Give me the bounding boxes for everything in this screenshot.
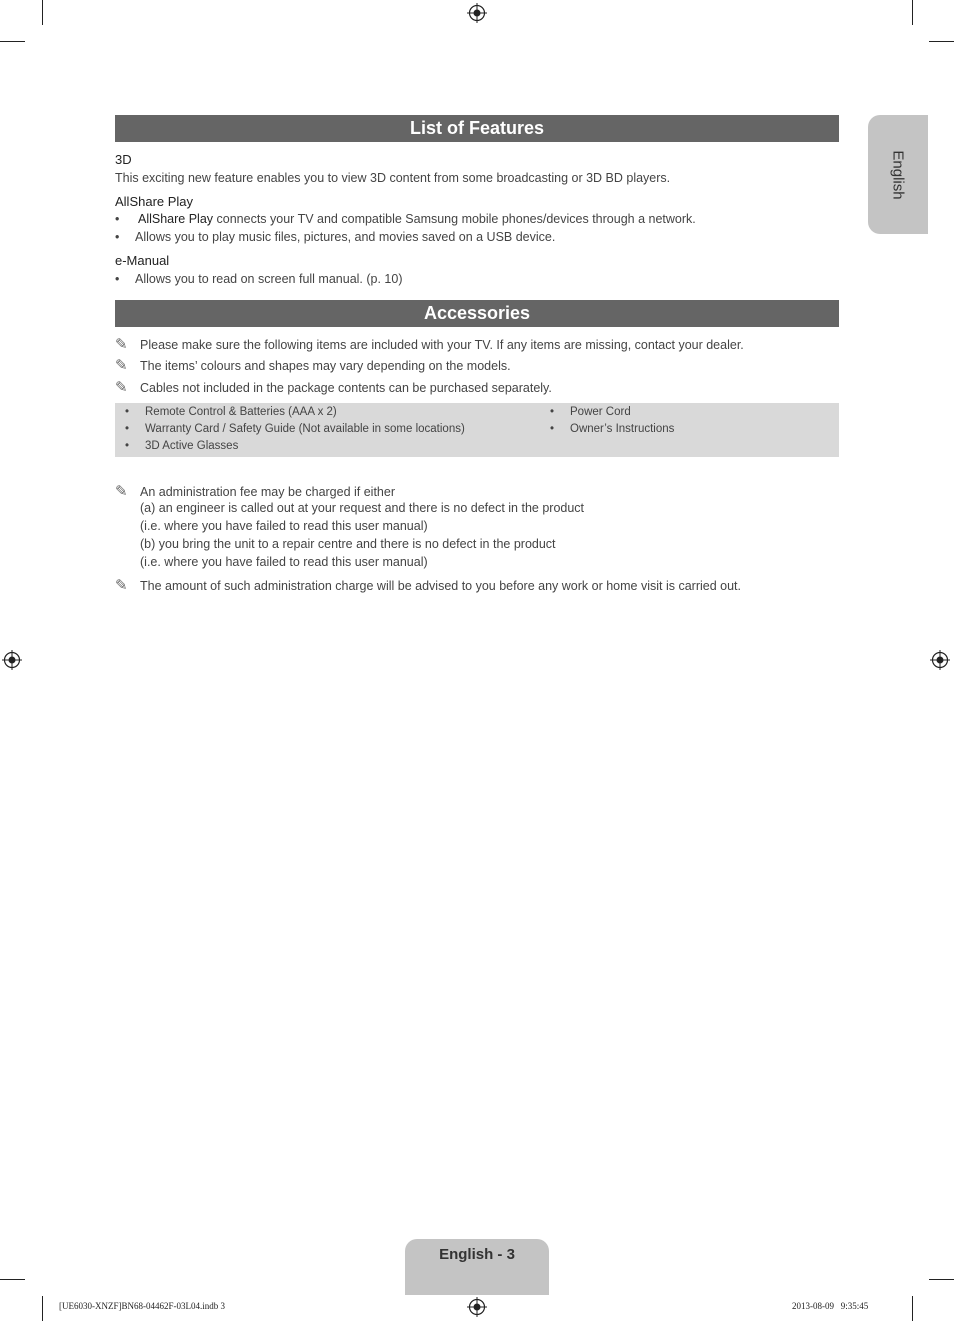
list-item: • Allows you to read on screen full manual. (p. 10) [115,272,403,286]
features-section-title: List of Features [115,115,839,142]
page-number-tab [405,1239,549,1295]
accessory-item: • Remote Control & Batteries (AAA x 2) [125,406,337,418]
note-text: The amount of such administration charge will be advised to you before any work or home visit is carried out. [140,579,741,593]
pencil-note-icon: ✎ [115,336,128,353]
note-line: (i.e. where you have failed to read this user manual) [140,519,428,533]
note-text: Cables not included in the package contents can be purchased separately. [140,381,552,395]
accessories-section-title: Accessories [115,300,839,327]
note-text: The items’ colours and shapes may vary depending on the models. [140,359,511,373]
page-number-label: English - 3 [439,1246,515,1263]
crop-mark [912,0,913,25]
feature-3d-heading: 3D [115,152,132,167]
note-item [115,576,741,594]
bullet-strong: AllShare Play [138,212,214,226]
registration-mark-icon [930,650,950,670]
note-item [115,356,511,374]
list-item: • Allows you to play music files, pictures, and movies saved on a USB device. [115,230,556,244]
note-item [115,378,552,396]
accessory-item: • Power Cord [550,406,631,418]
accessories-list-box [115,403,839,457]
language-side-tab-label: English [889,149,907,200]
bullet-text: Allows you to read on screen full manual. (p. 10) [135,272,403,286]
registration-mark-icon [467,3,487,23]
crop-mark [0,41,25,42]
pencil-note-icon: ✎ [115,483,128,500]
note-text: Please make sure the following items are included with your TV. If any items are missing, contact your dealer. [140,338,744,352]
crop-mark [0,1279,25,1280]
crop-mark [42,1296,43,1321]
note-line: (i.e. where you have failed to read this user manual) [140,555,428,569]
registration-mark-icon [467,1297,487,1317]
note-line: (a) an engineer is called out at your request and there is no defect in the product [140,501,585,515]
note-line: (b) you bring the unit to a repair centre and there is no defect in the product [140,537,556,551]
pencil-note-icon: ✎ [115,357,128,374]
registration-mark-icon [2,650,22,670]
note-item [115,482,395,500]
footer-timestamp: 2013-08-09 9:35:45 [792,1301,869,1311]
crop-mark [912,1296,913,1321]
list-item: • AllShare Play connects your TV and compatible Samsung mobile phones/devices through a network. [115,212,696,226]
crop-mark [929,41,954,42]
accessory-item: • Owner’s Instructions [550,423,675,435]
language-side-tab [868,115,928,234]
bullet-text: connects your TV and compatible Samsung mobile phones/devices through a network. [213,212,696,226]
accessory-item: • 3D Active Glasses [125,440,239,452]
footer-file-name: [UE6030-XNZF]BN68-04462F-03L04.indb 3 [59,1301,225,1311]
accessory-item: • Warranty Card / Safety Guide (Not available in some locations) [125,423,465,435]
pencil-note-icon: ✎ [115,379,128,396]
crop-mark [42,0,43,25]
feature-3d-text: This exciting new feature enables you to view 3D content from some broadcasting or 3D BD players. [115,171,671,185]
feature-emanual-heading: e-Manual [115,253,170,268]
pencil-note-icon: ✎ [115,577,128,594]
bullet-text: Allows you to play music files, pictures, and movies saved on a USB device. [135,230,556,244]
crop-mark [929,1279,954,1280]
note-text: An administration fee may be charged if either [140,485,395,499]
feature-allshare-heading: AllShare Play [115,194,194,209]
note-item [115,335,744,353]
